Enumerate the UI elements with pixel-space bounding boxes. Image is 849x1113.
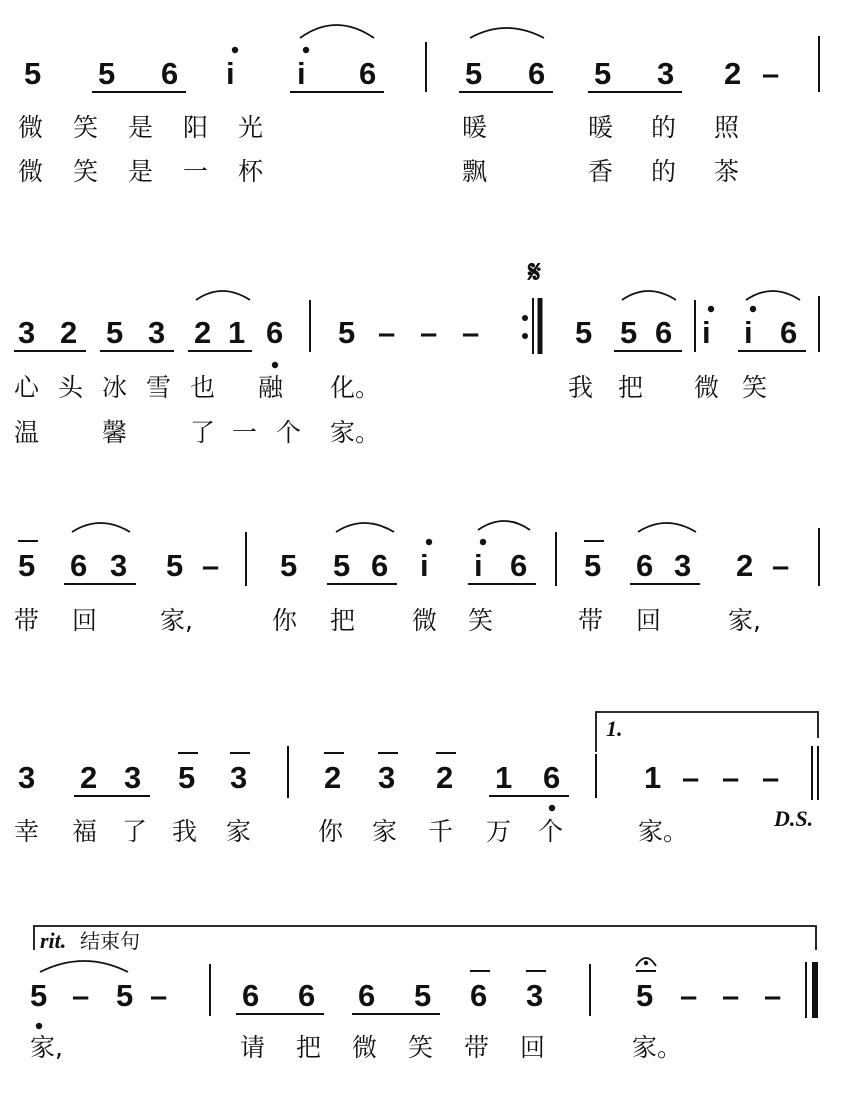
lyric: 心 bbox=[14, 373, 40, 402]
note: 5 bbox=[465, 56, 483, 91]
lyric: 温 bbox=[14, 418, 40, 447]
note: 5 bbox=[106, 315, 124, 350]
note: 6 bbox=[161, 56, 179, 91]
lyric: 你 bbox=[318, 817, 344, 846]
lyric: 家。 bbox=[632, 1033, 683, 1062]
repeat-dot bbox=[522, 333, 528, 339]
note: 5 bbox=[594, 56, 612, 91]
slur bbox=[622, 291, 676, 300]
slur bbox=[72, 523, 130, 532]
dash: – bbox=[682, 760, 700, 795]
note: i bbox=[226, 56, 235, 91]
note: 3 bbox=[657, 56, 675, 91]
dash: – bbox=[202, 548, 220, 583]
note: 1 bbox=[495, 760, 513, 795]
slur bbox=[470, 28, 544, 38]
note: 5 bbox=[98, 56, 116, 91]
lyric: 你 bbox=[272, 606, 298, 635]
lyric: 是 bbox=[128, 113, 154, 142]
lyric: 的 bbox=[651, 157, 677, 186]
lyric: 冰 bbox=[102, 373, 128, 402]
lyric: 微 bbox=[18, 157, 44, 186]
lyric: 家。 bbox=[638, 817, 689, 846]
slur bbox=[638, 523, 696, 532]
note: 5 bbox=[24, 56, 42, 91]
lyric: 我 bbox=[172, 817, 198, 846]
note: i bbox=[474, 548, 483, 583]
lyric: 一 bbox=[183, 157, 209, 186]
dash: – bbox=[150, 978, 168, 1013]
note: 2 bbox=[80, 760, 98, 795]
lyric: 是 bbox=[128, 157, 154, 186]
note: 6 bbox=[528, 56, 546, 91]
lyric: 把 bbox=[296, 1033, 322, 1062]
note: 2 bbox=[60, 315, 78, 350]
note: 5 bbox=[116, 978, 134, 1013]
high-octave-dot bbox=[708, 306, 714, 312]
lyric: 也 bbox=[190, 373, 216, 402]
note: 2 bbox=[324, 760, 342, 795]
note: 5 bbox=[166, 548, 184, 583]
note: i bbox=[420, 548, 429, 583]
tie bbox=[40, 961, 128, 972]
lyric: 带 bbox=[578, 606, 604, 635]
note: 5 bbox=[30, 978, 48, 1013]
lyric: 微 bbox=[412, 606, 438, 635]
lyric: 笑 bbox=[408, 1033, 434, 1062]
slur bbox=[300, 25, 374, 38]
lyric: 我 bbox=[568, 373, 594, 402]
lyric: 了 bbox=[122, 817, 148, 846]
high-octave-dot bbox=[750, 306, 756, 312]
slur bbox=[746, 291, 800, 300]
note: 5 bbox=[620, 315, 638, 350]
volta-bracket bbox=[596, 712, 818, 752]
lyric: 福 bbox=[72, 817, 98, 846]
note: i bbox=[744, 315, 753, 350]
slur bbox=[478, 521, 530, 530]
note: 3 bbox=[18, 760, 36, 795]
dash: – bbox=[762, 760, 780, 795]
lyric: 千 bbox=[428, 817, 454, 846]
high-octave-dot bbox=[426, 539, 432, 545]
lyric: 飘 bbox=[462, 157, 488, 186]
note: 6 bbox=[371, 548, 389, 583]
lyric: 回 bbox=[636, 606, 662, 635]
dash: – bbox=[762, 56, 780, 91]
dash: – bbox=[772, 548, 790, 583]
lyric: 了 bbox=[190, 418, 216, 447]
lyric: 微 bbox=[352, 1033, 378, 1062]
dash: – bbox=[722, 978, 740, 1013]
lyric: 带 bbox=[14, 606, 40, 635]
lyric: 的 bbox=[651, 113, 677, 142]
lyric: 笑 bbox=[73, 157, 99, 186]
note: i bbox=[297, 56, 306, 91]
lyric: 笑 bbox=[468, 606, 494, 635]
note: 5 bbox=[18, 548, 36, 583]
dash: – bbox=[764, 978, 782, 1013]
note: 6 bbox=[298, 978, 316, 1013]
lyric: 阳 bbox=[183, 113, 209, 142]
lyric: 个 bbox=[276, 418, 302, 447]
note: 5 bbox=[414, 978, 432, 1013]
ritardando-mark: rit. bbox=[40, 928, 67, 953]
note: 6 bbox=[70, 548, 88, 583]
system-row-1 bbox=[18, 25, 819, 186]
dal-segno-mark: D.S. bbox=[774, 806, 814, 831]
lyric: 家, bbox=[728, 606, 761, 635]
note: 6 bbox=[266, 315, 284, 350]
note: 2 bbox=[724, 56, 742, 91]
repeat-dot bbox=[522, 315, 528, 321]
note: 1 bbox=[644, 760, 662, 795]
note: 5 bbox=[584, 548, 602, 583]
dash: – bbox=[72, 978, 90, 1013]
low-octave-dot bbox=[36, 1023, 42, 1029]
high-octave-dot bbox=[232, 47, 238, 53]
segno-sign: 𝄋 bbox=[528, 256, 541, 289]
lyric: 家 bbox=[226, 817, 252, 846]
volta-label: 1. bbox=[606, 716, 623, 741]
dash: – bbox=[722, 760, 740, 795]
note: 6 bbox=[510, 548, 528, 583]
note: 3 bbox=[148, 315, 166, 350]
high-octave-dot bbox=[480, 539, 486, 545]
note: 6 bbox=[358, 978, 376, 1013]
lyric: 笑 bbox=[73, 113, 99, 142]
lyric: 雪 bbox=[146, 373, 172, 402]
lyric: 一 bbox=[232, 418, 258, 447]
low-octave-dot bbox=[549, 805, 555, 811]
note: 5 bbox=[636, 978, 654, 1013]
note: 2 bbox=[194, 315, 212, 350]
lyric: 融 bbox=[258, 373, 284, 402]
lyric: 家 bbox=[372, 817, 398, 846]
system-row-4 bbox=[14, 712, 818, 846]
lyric: 个 bbox=[538, 817, 564, 846]
note: 3 bbox=[378, 760, 396, 795]
lyric: 微 bbox=[18, 113, 44, 142]
note: 6 bbox=[636, 548, 654, 583]
lyric: 把 bbox=[330, 606, 356, 635]
note: 6 bbox=[470, 978, 488, 1013]
note: i bbox=[702, 315, 711, 350]
system-row-2 bbox=[14, 256, 819, 447]
lyric: 茶 bbox=[714, 157, 740, 186]
fermata-dot bbox=[644, 961, 648, 965]
note: 3 bbox=[18, 315, 36, 350]
high-octave-dot bbox=[303, 47, 309, 53]
lyric: 家, bbox=[30, 1033, 63, 1062]
lyric: 家。 bbox=[330, 418, 381, 447]
lyric: 把 bbox=[618, 373, 644, 402]
note: 6 bbox=[655, 315, 673, 350]
lyric: 微 bbox=[694, 373, 720, 402]
dash: – bbox=[680, 978, 698, 1013]
lyric: 笑 bbox=[742, 373, 768, 402]
note: 5 bbox=[575, 315, 593, 350]
note: 5 bbox=[178, 760, 196, 795]
dash: – bbox=[378, 315, 396, 350]
note: 3 bbox=[110, 548, 128, 583]
note: 3 bbox=[230, 760, 248, 795]
note: 3 bbox=[526, 978, 544, 1013]
system-row-3 bbox=[14, 521, 819, 635]
lyric: 化。 bbox=[330, 373, 381, 402]
ending-bracket bbox=[34, 926, 816, 950]
lyric: 带 bbox=[464, 1033, 490, 1062]
lyric: 杯 bbox=[238, 157, 264, 186]
lyric: 回 bbox=[72, 606, 98, 635]
note: 6 bbox=[242, 978, 260, 1013]
slur bbox=[336, 523, 394, 532]
lyric: 家, bbox=[160, 606, 193, 635]
note: 2 bbox=[736, 548, 754, 583]
lyric: 回 bbox=[520, 1033, 546, 1062]
lyric: 幸 bbox=[14, 817, 40, 846]
lyric: 馨 bbox=[102, 418, 128, 447]
dash: – bbox=[462, 315, 480, 350]
note: 6 bbox=[543, 760, 561, 795]
lyric: 头 bbox=[58, 373, 84, 402]
lyric: 光 bbox=[238, 113, 264, 142]
note: 6 bbox=[359, 56, 377, 91]
lyric: 照 bbox=[714, 113, 740, 142]
low-octave-dot bbox=[272, 362, 278, 368]
lyric: 香 bbox=[588, 157, 614, 186]
ending-label: 结束句 bbox=[80, 929, 140, 953]
lyric: 暖 bbox=[588, 113, 614, 142]
system-row-5 bbox=[30, 926, 816, 1062]
note: 3 bbox=[674, 548, 692, 583]
lyric: 请 bbox=[240, 1033, 266, 1062]
note: 3 bbox=[124, 760, 142, 795]
dash: – bbox=[420, 315, 438, 350]
note: 6 bbox=[780, 315, 798, 350]
slur bbox=[196, 291, 250, 300]
note: 5 bbox=[333, 548, 351, 583]
note: 5 bbox=[280, 548, 298, 583]
note: 5 bbox=[338, 315, 356, 350]
note: 2 bbox=[436, 760, 454, 795]
lyric: 暖 bbox=[462, 113, 488, 142]
lyric: 万 bbox=[486, 817, 512, 846]
note: 1 bbox=[228, 315, 246, 350]
